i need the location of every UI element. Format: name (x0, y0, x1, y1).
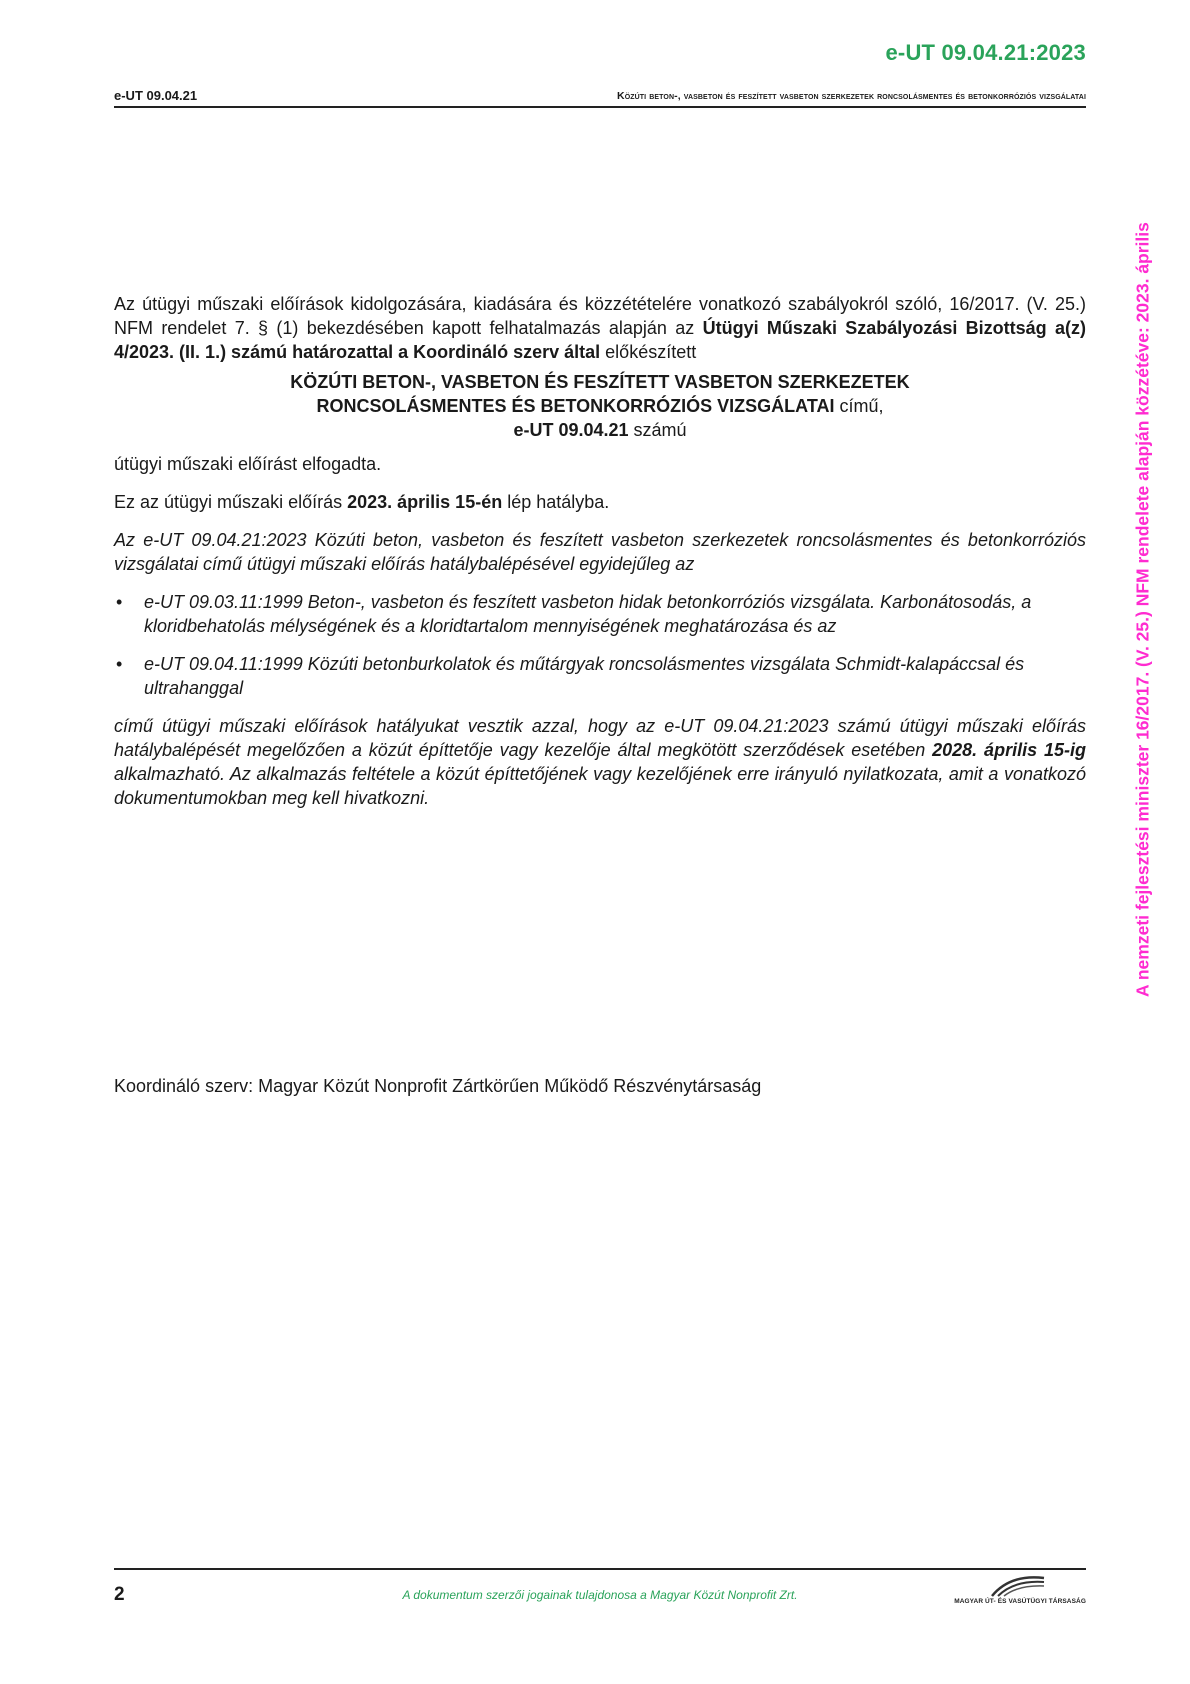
list-item (114, 590, 1086, 638)
effective-date: 2023. április 15-én (347, 492, 503, 512)
effective-text-2: lép hatályba. (502, 492, 610, 512)
transition-paragraph: Az e-UT 09.04.21:2023 Közúti beton, vasbeton és feszített vasbeton szerkezetek roncsolásmentes és betonkorróziós vizsgálatai című útügyi műszaki előírás hatálybalépésével egyidejűleg az (114, 530, 1086, 574)
page-header (114, 84, 1086, 108)
logo-text: MAGYAR ÚT- ÉS VASÚTÜGYI TÁRSASÁG (954, 1598, 1086, 1605)
closing-paragraph (114, 714, 1086, 810)
coordinator-line: Koordináló szerv: Magyar Közút Nonprofit Zártkörűen Működő Részvénytársaság (114, 1076, 762, 1096)
bullet-icon: • (116, 592, 123, 612)
bullet-icon: • (116, 654, 123, 674)
intro-text-1: Az útügyi műszaki előírások kidolgozására, kiadására és közzétételére vonatkozó szabályokról szóló, 16/2017. (V. 25.) NFM rendelet 7. § (1) bekezdésében kapott felhatalmazás alapján az (114, 294, 1086, 338)
copyright-notice: A dokumentum szerzői jogainak tulajdonosa a Magyar Közút Nonprofit Zrt. (402, 1588, 798, 1602)
title-line-3: e-UT 09.04.21 (513, 420, 629, 440)
intro-bold: Útügyi Műszaki Szabályozási Bizottság a(z) 4/2023. (II. 1.) számú határozattal a Koordináló szerv által (114, 318, 1086, 362)
effective-text-1: Ez az útügyi műszaki előírás (114, 492, 348, 512)
intro-paragraph (114, 292, 1086, 364)
document-code-stamp: e-UT 09.04.21:2023 (885, 40, 1086, 65)
title-line-2-tail: című, (834, 396, 884, 416)
header-title: Közúti beton-, vasbeton és feszített vasbeton szerkezetek roncsolásmentes és betonkorróziós vizsgálatai (617, 90, 1086, 102)
society-logo (934, 1572, 1086, 1616)
list-item-text: e-UT 09.04.11:1999 Közúti betonburkolatok és műtárgyak roncsolásmentes vizsgálata Schmidt-kalapáccsal és ultrahanggal (144, 654, 1025, 698)
regulation-title (114, 370, 1086, 442)
document-body (114, 292, 1086, 810)
title-line-1: KÖZÚTI BETON-, VASBETON ÉS FESZÍTETT VASBETON SZERKEZETEK (290, 372, 910, 392)
header-code: e-UT 09.04.21 (114, 88, 198, 103)
effective-date-statement (114, 490, 1086, 514)
footer-divider (114, 1568, 1086, 1570)
title-line-2: RONCSOLÁSMENTES ÉS BETONKORRÓZIÓS VIZSGÁLATAI (316, 396, 835, 416)
closing-text-1: című útügyi műszaki előírások hatályukat vesztik azzal, hogy az e-UT 09.04.21:2023 számú útügyi műszaki előírás hatálybalépését megelőzően a közút építtetője vagy kezelője által megkötött szerződések esetében (114, 716, 1086, 760)
repealed-list (114, 590, 1086, 700)
list-item-text: e-UT 09.03.11:1999 Beton-, vasbeton és feszített vasbeton hidak betonkorróziós vizsgálata. Karbonátosodás, a kloridbehatolás mélységének és a kloridtartalom mennyiségének meghatározása és az (144, 592, 1032, 636)
title-line-3-tail: számú (628, 420, 687, 440)
page-number: 2 (114, 1584, 125, 1605)
acceptance-statement: útügyi műszaki előírást elfogadta. (114, 454, 382, 474)
list-item (114, 652, 1086, 700)
road-arch-icon (990, 1572, 1046, 1598)
intro-text-2: előkészített (600, 342, 697, 362)
closing-text-2: alkalmazható. Az alkalmazás feltétele a közút építtetőjének vagy kezelőjének erre irányuló nyilatkozata, amit a vonatkozó dokumentumokban meg kell hivatkozni. (114, 764, 1086, 808)
publication-side-stamp: A nemzeti fejlesztési miniszter 16/2017. (V. 25.) NFM rendelete alapján közzétéve: 2023. április (1132, 222, 1153, 998)
closing-date: 2028. április 15-ig (932, 740, 1086, 760)
